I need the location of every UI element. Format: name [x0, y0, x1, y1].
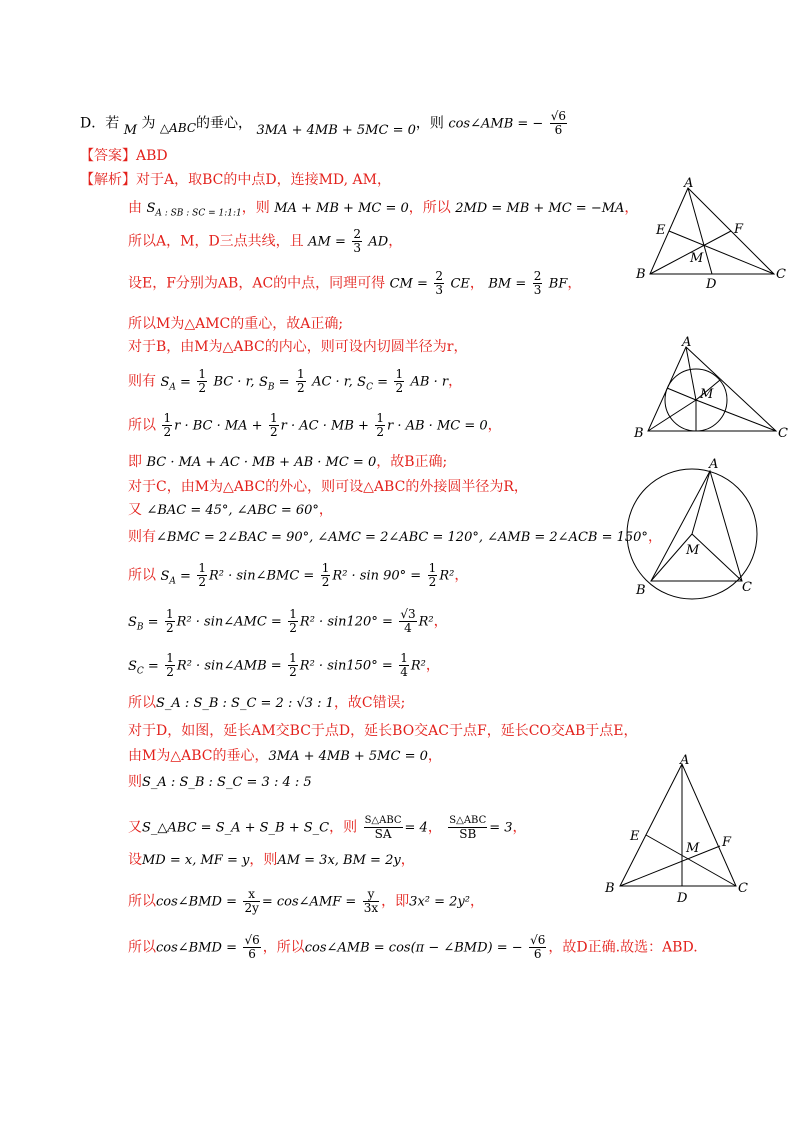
l13-frac-3 [428, 562, 438, 589]
l14-t1: R² · sin∠AMC = [176, 614, 282, 630]
l4-bm: BM = [488, 276, 527, 292]
l7-sa: $S_A$ = [160, 374, 191, 393]
l3-frac [352, 228, 362, 255]
radius-ma [692, 471, 710, 534]
d-chuixin: 的垂心， [196, 115, 253, 132]
analysis-line-6 [128, 337, 467, 357]
l15-frac-1 [165, 652, 175, 679]
analysis-line-4 [128, 270, 581, 297]
l4-bf: BF [548, 276, 568, 292]
l21-comma: ， [400, 852, 415, 868]
l18-eq: 3MA + 4MB + 5MC = 0 [268, 749, 428, 764]
l3-ad: AD [368, 234, 389, 250]
l2-sub-b: B : S [176, 208, 199, 219]
analysis-line-10 [128, 477, 528, 497]
frac-num: 1 [289, 607, 297, 621]
answer-tag: 【答案】 [80, 148, 136, 164]
l8-comma: ， [487, 417, 502, 434]
frac-den: 2 [166, 621, 174, 635]
analysis-tag: 【解析】 [80, 172, 136, 188]
l22-frac-1 [243, 888, 259, 915]
l2-you: 由 [128, 200, 142, 216]
frac-den: 2 [395, 381, 404, 395]
l7-ac: AC · r, [312, 374, 353, 390]
frac-den: 2 [428, 575, 437, 589]
d-cos: cos∠AMB = − [448, 116, 544, 132]
d-abc: △ABC [159, 120, 197, 135]
l7-comma: ， [448, 373, 463, 390]
frac-num: 1 [395, 367, 404, 381]
frac-num: √6 [530, 933, 546, 947]
l17-text: 对于D，如图，延长AM交BC于点D，延长BO交AC于点F，延长CO交AB于点E， [128, 723, 638, 739]
frac-den: 2 [163, 425, 172, 439]
frac-den: 2 [289, 621, 297, 635]
l18-text: 由M为△ABC的垂心， [128, 748, 269, 764]
l22-comma: ， [469, 893, 484, 910]
l16-suoyi: 所以 [128, 695, 156, 711]
l8-term-1: r · BC · MA + [174, 418, 263, 434]
l15-sc: $S_C$ = [128, 658, 159, 677]
l14-frac-1 [165, 608, 175, 635]
frac-den: 3 [533, 283, 542, 297]
l16-ratio: S_A : S_B : S_C = 2 : √3 : 1 [156, 696, 334, 711]
l13-frac-1 [197, 562, 207, 589]
analysis-text-1: 对于A，取BC的中点D，连接MD, AM， [136, 172, 392, 188]
l23-frac-2 [529, 934, 546, 961]
frac-den: 3x [363, 901, 379, 915]
analysis-line-21 [128, 850, 415, 871]
frac-num: 2 [533, 269, 542, 283]
l8-term-3: r · AB · MC = 0 [387, 418, 488, 434]
answer-line [80, 146, 168, 166]
l3-am: AM = [308, 234, 346, 250]
frac-den: 4 [404, 621, 412, 635]
l11-comma: ， [318, 502, 333, 518]
l22-frac-2 [363, 888, 379, 915]
l20-comma-1: ， [427, 819, 442, 836]
answer-value: ABD [136, 148, 168, 164]
triangle-abc [650, 188, 774, 274]
frac-den: SB [459, 827, 477, 841]
analysis-line-19 [128, 772, 312, 793]
l14-sb: $S_B$ = [128, 614, 159, 633]
frac-num: 1 [321, 561, 330, 575]
analysis-line-17 [128, 721, 638, 741]
l9-ji: 即 [128, 454, 142, 470]
l15-frac-2 [288, 652, 298, 679]
l15-comma: ， [425, 657, 440, 674]
frac-den: 2 [376, 425, 384, 439]
l13-t2: R² · sin 90° = [332, 568, 422, 584]
l6-text: 对于B，由M为△ABC的内心，则可设内切圆半径为r， [128, 339, 468, 355]
analysis-line-20 [128, 814, 527, 841]
l8-frac-1 [162, 412, 172, 439]
analysis-line-8 [128, 412, 502, 439]
l14-comma: ， [433, 613, 448, 630]
analysis-line-15 [128, 652, 440, 681]
fig4-label-c: C [738, 881, 748, 896]
l23-conclusion: ，故D正确.故选：ABD. [548, 939, 698, 956]
frac-num: y [363, 888, 379, 902]
l7-sb: $S_B$ = [258, 374, 290, 393]
d-frac-den: 6 [554, 123, 563, 137]
l9-conclusion: ，故B正确; [376, 454, 448, 470]
l7-frac-1 [197, 368, 207, 395]
l12-text: 则有 [128, 529, 156, 545]
l20-you: 又 [128, 819, 142, 836]
l4-comma-1: ， [469, 275, 484, 292]
fig3-label-a: A [709, 457, 719, 472]
d-fraction [550, 110, 567, 137]
l19-ze: 则 [128, 774, 142, 790]
frac-den: 2y [244, 901, 259, 915]
l23-cosamb: cos∠AMB = cos(π − ∠BMD) = − [304, 940, 523, 956]
frac-den: 2 [289, 665, 297, 679]
analysis-line-11 [128, 500, 333, 521]
option-d-statement [80, 110, 569, 137]
l21-result: AM = 3x, BM = 2y [277, 853, 401, 868]
l8-term-2: r · AC · MB + [280, 418, 369, 434]
l13-sa: $S_A$ = [160, 568, 191, 587]
analysis-line-13 [128, 562, 468, 591]
fig4-label-f: F [722, 835, 732, 850]
frac-num: 1 [166, 607, 174, 621]
l4-frac-1 [434, 270, 444, 297]
analysis-line-3 [128, 228, 402, 255]
analysis-line-12 [128, 527, 662, 548]
fig2-label-m: M [700, 387, 714, 402]
frac-den: 3 [435, 283, 443, 297]
d-wei: 为 [141, 115, 156, 132]
l12-comma: ， [647, 529, 662, 545]
l13-comma: ， [454, 567, 469, 584]
l14-frac-2 [288, 608, 298, 635]
frac-num: 1 [163, 411, 172, 425]
fig1-label-m: M [690, 251, 704, 266]
l7-bc: BC · r, [213, 374, 255, 390]
l2-suoyi: ，所以 [408, 200, 451, 216]
l22-cos: cos∠BMD = [156, 894, 237, 910]
bisector-c [696, 400, 776, 431]
option-d-label: D．若 [80, 115, 120, 132]
frac-den: 2 [166, 665, 174, 679]
l13-frac-2 [321, 562, 331, 589]
l21-def: MD = x, MF = y [142, 853, 250, 868]
l21-she: 设 [128, 852, 142, 868]
l3-comma: ， [388, 233, 403, 250]
frac-den: 2 [296, 381, 305, 395]
l20-frac-1 [364, 814, 403, 841]
l15-t3: R² [410, 658, 426, 674]
fig4-label-a: A [680, 753, 690, 768]
frac-den: 3 [353, 241, 361, 255]
l9-eq: BC · MA + AC · MB + AB · MC = 0 [146, 455, 377, 470]
l22-eq: 3x² = 2y² [409, 894, 470, 910]
l16-conclusion: ，故C错误; [333, 695, 406, 711]
frac-num: 1 [400, 651, 408, 665]
l2-ratio: $S_{A : SB : SC = 1:1:1}$ [146, 201, 242, 219]
l2-comma: ， [624, 200, 639, 216]
frac-den: 6 [533, 947, 542, 961]
l7-frac-3 [394, 368, 404, 395]
l23-frac-1 [243, 934, 260, 961]
frac-den: 2 [198, 381, 206, 395]
l11-angles: ∠BAC = 45°, ∠ABC = 60° [146, 503, 319, 518]
l13-t3: R² [439, 568, 455, 584]
frac-num: 1 [428, 561, 437, 575]
l13-suoyi: 所以 [128, 567, 156, 584]
fig1-label-e: E [656, 223, 666, 238]
fig3-label-b: B [636, 583, 646, 598]
median-ce [669, 231, 774, 274]
l20-comma-2: ， [512, 819, 527, 836]
l18-comma: ， [427, 748, 442, 764]
fig4-label-d: D [677, 891, 688, 906]
fig1-label-b: B [636, 267, 646, 282]
l23-cos: cos∠BMD = [156, 940, 237, 956]
frac-num: 1 [198, 367, 206, 381]
triangle-abc [620, 764, 736, 886]
altitude-bf [620, 846, 720, 886]
l2-sub-a: A : S [155, 208, 177, 219]
l4-ce: CE [450, 276, 470, 292]
frac-num: 1 [296, 367, 305, 381]
frac-num: 1 [166, 651, 174, 665]
l11-you: 又 [128, 502, 142, 518]
frac-num: √6 [244, 933, 260, 947]
l2-vec-sum: MA + MB + MC = 0 [274, 201, 409, 216]
frac-num: √3 [400, 607, 416, 621]
fig2-label-b: B [634, 426, 644, 441]
frac-num: x [243, 888, 259, 902]
fig2-label-c: C [778, 426, 788, 441]
l3-text: 所以A，M，D三点共线，且 [128, 233, 304, 250]
d-frac-num: √6 [550, 109, 567, 123]
l21-ze: ，则 [249, 852, 278, 868]
analysis-line-14 [128, 608, 448, 637]
l23-suoyi2: ，所以 [262, 939, 305, 956]
triangle-abc [651, 471, 742, 581]
l22-suoyi: 所以 [128, 893, 156, 910]
analysis-line-5 [128, 314, 343, 334]
l2-ze: ，则 [241, 200, 270, 216]
analysis-line-1 [80, 170, 391, 190]
fig1-label-f: F [734, 222, 744, 237]
l20-frac-2 [448, 814, 487, 841]
radius-1 [667, 388, 696, 400]
l13-t1: R² · sin∠BMC = [208, 568, 315, 584]
l8-frac-3 [375, 412, 385, 439]
l4-comma-2: ， [567, 275, 582, 292]
fig4-label-b: B [605, 881, 615, 896]
d-ze: ，则 [415, 115, 444, 132]
frac-den: 6 [248, 947, 256, 961]
l15-t1: R² · sin∠AMB = [176, 658, 282, 674]
l4-frac-2 [533, 270, 543, 297]
l19-ratio: S_A : S_B : S_C = 3 : 4 : 5 [142, 775, 312, 790]
frac-den: 2 [321, 575, 330, 589]
fig4-label-m: M [686, 841, 700, 856]
l8-frac-2 [269, 412, 279, 439]
figure-orthocenter [600, 753, 770, 908]
l2-sub-c: C = 1:1:1 [198, 208, 242, 219]
fig2-label-a: A [682, 335, 692, 350]
l20-ze: ，则 [329, 819, 358, 836]
l14-t3: R² [418, 614, 434, 630]
analysis-line-23 [128, 934, 698, 961]
frac-den: 2 [198, 575, 206, 589]
l15-frac-3 [399, 652, 409, 679]
l7-text: 则有 [128, 373, 156, 390]
frac-den: SA [374, 827, 392, 841]
analysis-line-16 [128, 693, 405, 714]
analysis-line-18 [128, 746, 442, 767]
l15-t2: R² · sin150° = [299, 658, 393, 674]
fig3-label-c: C [742, 580, 752, 595]
l20-eq-3: = 3 [489, 820, 513, 836]
l20-eq-4: = 4 [404, 820, 428, 836]
frac-num: 2 [353, 227, 361, 241]
figure-incenter [630, 337, 790, 443]
frac-num: S△ABC [364, 815, 402, 826]
fig1-label-d: D [706, 277, 717, 292]
fig1-label-c: C [776, 267, 786, 282]
l14-t2: R² · sin120° = [299, 614, 393, 630]
l2-md-eq: 2MD = MB + MC = −MA [455, 201, 625, 216]
analysis-line-7 [128, 368, 462, 397]
analysis-line-9 [128, 452, 447, 473]
l12-angles: ∠BMC = 2∠BAC = 90°, ∠AMC = 2∠ABC = 120°, ∠AMB = 2∠ACB = 150° [156, 530, 648, 545]
l14-frac-3 [399, 608, 416, 635]
frac-num: S△ABC [449, 815, 487, 826]
frac-num: 1 [270, 411, 278, 425]
l10-text: 对于C，由M为△ABC的外心，则可设△ABC的外接圆半径为R， [128, 479, 528, 495]
l23-suoyi: 所以 [128, 939, 156, 956]
frac-den: 4 [400, 665, 408, 679]
l8-suoyi: 所以 [128, 417, 156, 434]
analysis-line-22 [128, 888, 484, 915]
l4-text: 设E，F分别为AB，AC的中点，同理可得 [128, 275, 386, 292]
frac-num: 1 [376, 411, 384, 425]
figure-circumcenter [622, 455, 792, 605]
l7-sc: $S_C$ = [357, 374, 388, 393]
figure-centroid [630, 176, 790, 292]
frac-num: 1 [289, 651, 297, 665]
analysis-line-2 [128, 198, 638, 224]
fig4-label-e: E [630, 829, 640, 844]
frac-num: 2 [435, 269, 443, 283]
l7-frac-2 [296, 368, 306, 395]
l7-ab: AB · r [410, 374, 449, 390]
l5-text: 所以M为△AMC的重心，故A正确; [128, 316, 344, 332]
fig3-label-m: M [686, 543, 700, 558]
d-vector-eq: 3MA + 4MB + 5MC = 0 [256, 122, 416, 138]
l20-sum: S_△ABC = S_A + S_B + S_C [142, 820, 330, 836]
d-m: M [123, 122, 137, 138]
l22-cos2: = cos∠AMF = [261, 894, 357, 910]
frac-den: 2 [270, 425, 278, 439]
frac-num: 1 [198, 561, 206, 575]
radius-mc [692, 534, 742, 581]
l22-ji: ，即 [381, 893, 410, 910]
l4-cm: CM = [389, 276, 428, 292]
fig1-label-a: A [684, 176, 694, 191]
